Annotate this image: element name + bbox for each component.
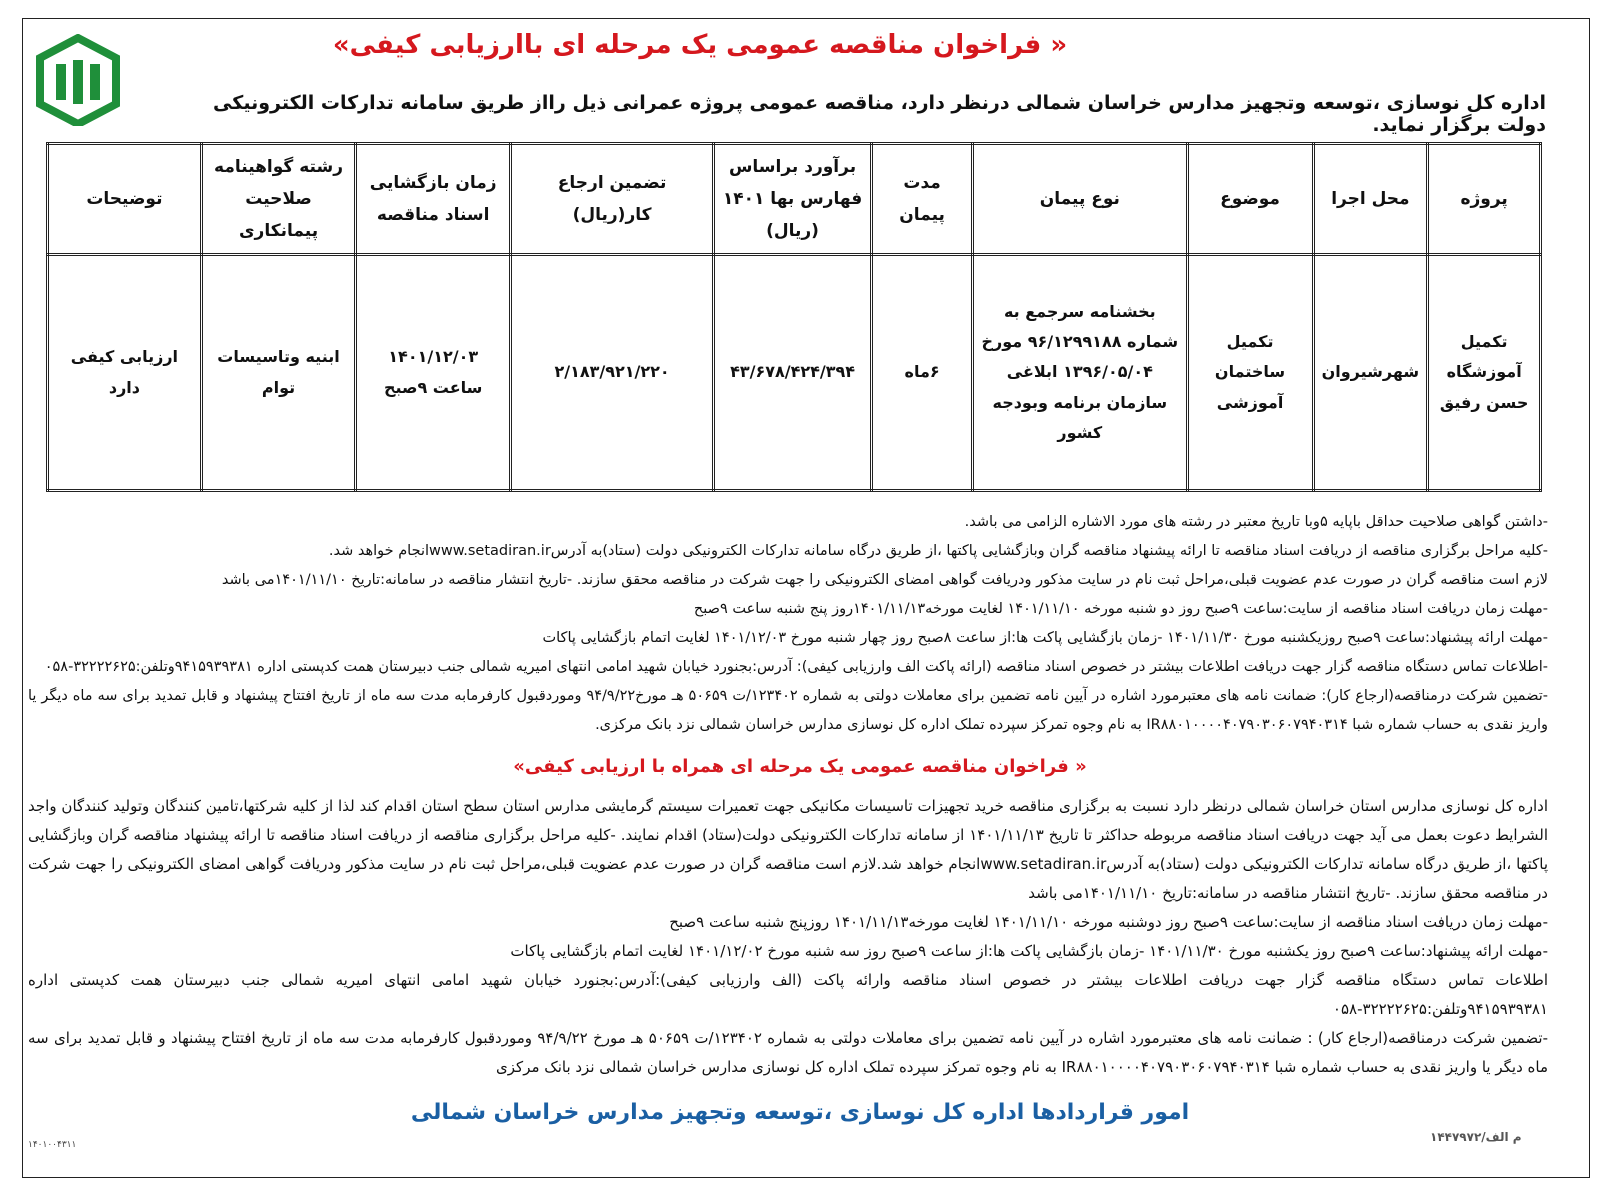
paragraph: اداره کل نوسازی مدارس استان خراسان شمالی درنظر دارد نسبت به برگزاری مناقصه خرید تجهیزات تاسیسات مکانیکی جهت تعمیرات سیستم گرمایشی مدارس استان سطح استان اقدام کند لذا از کلیه شرکتها،تامین کنندگان وتولید کنندگان واجد الشرایط دعوت بعمل می آید جهت دریافت اسناد مناقصه مربوطه حداکثر تا تاریخ ۱۴۰۱/۱۱/۱۳ از سامانه تدارکات الکترونیکی دولت(ستاد) اقدام نمایند. -کلیه مراحل برگزاری مناقصه از دریافت اسناد مناقصه تا ارائه پیشنهاد مناقصه گران وبازگشایی پاکتها ،از طریق درگاه سامانه تدارکات الکترونیکی دولت (ستاد)به آدرسwww.setadiran.irانجام خواهد شد.لازم است مناقصه گران در صورت عدم عضویت قبلی،مراحل ثبت نام در سایت مذکور ودریافت گواهی امضای الکترونیکی را جهت شرکت در مناقصه محقق سازند. -تاریخ انتشار مناقصه در سامانه:تاریخ ۱۴۰۱/۱۱/۱۰می باشد bbox=[28, 797, 1549, 902]
header-certificate: رشته گواهینامه صلاحیت پیمانکاری bbox=[201, 144, 355, 255]
condition-item: -کلیه مراحل برگزاری مناقصه از دریافت اسناد مناقصه تا ارائه پیشنهاد مناقصه گران وبازگشایی پاکتها ،از طریق درگاه سامانه تدارکات الکترونیکی دولت (ستاد)به آدرسwww.setadiran.irانجام خواهد شد. bbox=[328, 543, 1548, 559]
paragraph: -مهلت ارائه پیشنهاد:ساعت ۹صبح روز یکشنبه مورخ ۱۴۰۱/۱۱/۳۰ -زمان بازگشایی پاکت ها:از ساعت ۹صبح روز سه شنبه مورخ ۱۴۰۱/۱۲/۰۲ لغایت اتمام بازگشایی پاکات bbox=[510, 942, 1548, 960]
print-code: ۱۴۰۱۰۰۴۳۱۱ bbox=[28, 1140, 77, 1150]
condition-item: -مهلت زمان دریافت اسناد مناقصه از سایت:ساعت ۹صبح روز دو شنبه مورخه ۱۴۰۱/۱۱/۱۰ لغایت مورخه۱۴۰۱/۱۱/۱۳روز پنج شنبه ساعت ۹صبح bbox=[693, 601, 1548, 617]
cell-guarantee: ۲/۱۸۳/۹۲۱/۲۲۰ bbox=[511, 255, 714, 491]
tender-table bbox=[46, 142, 1542, 492]
conditions-list bbox=[28, 508, 1548, 740]
cell-subject: تکمیل ساختمان آموزشی bbox=[1187, 255, 1313, 491]
header-contract-type: نوع پیمان bbox=[973, 144, 1187, 255]
table-row bbox=[48, 255, 1541, 491]
condition-item: -داشتن گواهی صلاحیت حداقل باپایه ۵وبا تاریخ معتبر در رشته های مورد الاشاره الزامی می باشد. bbox=[964, 514, 1548, 530]
cell-certificate: ابنیه وتاسیسات توام bbox=[201, 255, 355, 491]
cell-duration: ۶ماه bbox=[872, 255, 973, 491]
cell-project: تکمیل آموزشگاه حسن رفیق bbox=[1428, 255, 1541, 491]
header-subject: موضوع bbox=[1187, 144, 1313, 255]
paragraph: -تضمین شرکت درمناقصه(ارجاع کار) : ضمانت نامه های معتبرمورد اشاره در آیین نامه تضمین برای معاملات دولتی به شماره ۱۲۳۴۰۲/ت ۵۰۶۵۹ هـ مورخ ۹۴/۹/۲۲ وموردقبول کارفرمابه مدت سه ماه از تاریخ افتتاح پیشنهاد و قابل تمدید برای سه ماه دیگر یا واریز نقدی به حساب شماره شبا IR۸۸۰۱۰۰۰۰۴۰۷۹۰۳۰۶۰۷۹۴۰۳۱۴ به نام وجوه تمرکز سپرده تملک اداره کل نوسازی مدارس خراسان شمالی نزد بانک مرکزی bbox=[28, 1029, 1548, 1076]
condition-item: -اطلاعات تماس دستگاه مناقصه گزار جهت دریافت اطلاعات بیشتر در خصوص اسناد مناقصه (ارائه پاکت الف وارزیابی کیفی): آدرس:بجنورد خیابان شهید امامی انتهای امیریه شمالی جنب دبیرستان همت کدپستی اداره ۹۴۱۵۹۳۹۳۸۱وتلفن:۳۲۲۲۲۶۲۵-۰۵۸ bbox=[44, 659, 1548, 675]
cell-opening-time: ۱۴۰۱/۱۲/۰۳ ساعت ۹صبح bbox=[356, 255, 511, 491]
cell-estimate: ۴۳/۶۷۸/۴۲۴/۳۹۴ bbox=[713, 255, 871, 491]
cell-contract-type: بخشنامه سرجمع به شماره ۹۶/۱۲۹۹۱۸۸ مورخ ۱۳۹۶/۰۵/۰۴ ابلاغی سازمان برنامه وبودجه کشور bbox=[973, 255, 1187, 491]
condition-item: لازم است مناقصه گران در صورت عدم عضویت قبلی،مراحل ثبت نام در سایت مذکور ودریافت گواهی امضای الکترونیکی را جهت شرکت در مناقصه محقق سازند. -تاریخ انتشار مناقصه در سامانه:تاریخ ۱۴۰۱/۱۱/۱۰می باشد bbox=[221, 572, 1548, 588]
ad-code: م الف/۱۴۴۷۹۷۲ bbox=[1430, 1130, 1522, 1144]
second-tender-body bbox=[28, 792, 1548, 1082]
header-location: محل اجرا bbox=[1313, 144, 1428, 255]
organization-logo-icon bbox=[32, 34, 124, 126]
cell-notes: ارزیابی کیفی دارد bbox=[48, 255, 202, 491]
header-estimate: برآورد براساس فهارس بها ۱۴۰۱ (ریال) bbox=[713, 144, 871, 255]
condition-item: -مهلت ارائه پیشنهاد:ساعت ۹صبح روزیکشنبه مورخ ۱۴۰۱/۱۱/۳۰ -زمان بازگشایی پاکت ها:از ساعت ۸صبح روز چهار شنبه مورخ ۱۴۰۱/۱۲/۰۳ لغایت اتمام بازگشایی پاکات bbox=[542, 630, 1548, 646]
intro-text: اداره کل نوسازی ،توسعه وتجهیز مدارس خراسان شمالی درنظر دارد، مناقصه عمومی پروژه عمرانی ذیل رااز طریق سامانه تدارکات الکترونیکی دولت برگزار نماید. bbox=[213, 92, 1546, 136]
footer-signature: امور قراردادها اداره کل نوسازی ،توسعه وتجهیز مدارس خراسان شمالی bbox=[410, 1100, 1190, 1125]
paragraph: اطلاعات تماس دستگاه مناقصه گزار جهت دریافت اطلاعات بیشتر در خصوص اسناد مناقصه وارائه پاکت (الف وارزیابی کیفی):آدرس:بجنورد خیابان شهید امامی انتهای امیریه شمالی جنب دبیرستان همت کدپستی اداره ۹۴۱۵۹۳۹۳۸۱وتلفن:۳۲۲۲۲۶۲۵-۰۵۸ bbox=[28, 971, 1548, 1018]
header-project: پروژه bbox=[1428, 144, 1541, 255]
paragraph: -مهلت زمان دریافت اسناد مناقصه از سایت:ساعت ۹صبح روز دوشنبه مورخه ۱۴۰۱/۱۱/۱۰ لغایت مورخه۱۴۰۱/۱۱/۱۳ روزپنج شنبه ساعت ۹صبح bbox=[669, 913, 1548, 931]
condition-item: -تضمین شرکت درمناقصه(ارجاع کار): ضمانت نامه های معتبرمورد اشاره در آیین نامه تضمین برای معاملات دولتی به شماره ۱۲۳۴۰۲/ت ۵۰۶۵۹ هـ مورخ۹۴/۹/۲۲ وموردقبول کارفرمابه مدت سه ماه از تاریخ افتتاح پیشنهاد و قابل تمدید برای سه ماه دیگر یا واریز نقدی به حساب شماره شبا IR۸۸۰۱۰۰۰۰۴۰۷۹۰۳۰۶۰۷۹۴۰۳۱۴ به نام وجوه تمرکز سپرده تملک اداره کل نوسازی مدارس خراسان شمالی نزد بانک مرکزی. bbox=[28, 688, 1548, 733]
second-tender-title: « فراخوان مناقصه عمومی یک مرحله ای همراه با ارزیابی کیفی» bbox=[513, 756, 1087, 777]
header-duration: مدت پیمان bbox=[872, 144, 973, 255]
cell-location: شهرشیروان bbox=[1313, 255, 1428, 491]
header-guarantee: تضمین ارجاع کار(ریال) bbox=[511, 144, 714, 255]
table-header-row bbox=[48, 144, 1541, 255]
main-title: « فراخوان مناقصه عمومی یک مرحله ای باارزیابی کیفی» bbox=[332, 30, 1068, 60]
header-notes: توضیحات bbox=[48, 144, 202, 255]
header-opening-time: زمان بازگشایی اسناد مناقصه bbox=[356, 144, 511, 255]
